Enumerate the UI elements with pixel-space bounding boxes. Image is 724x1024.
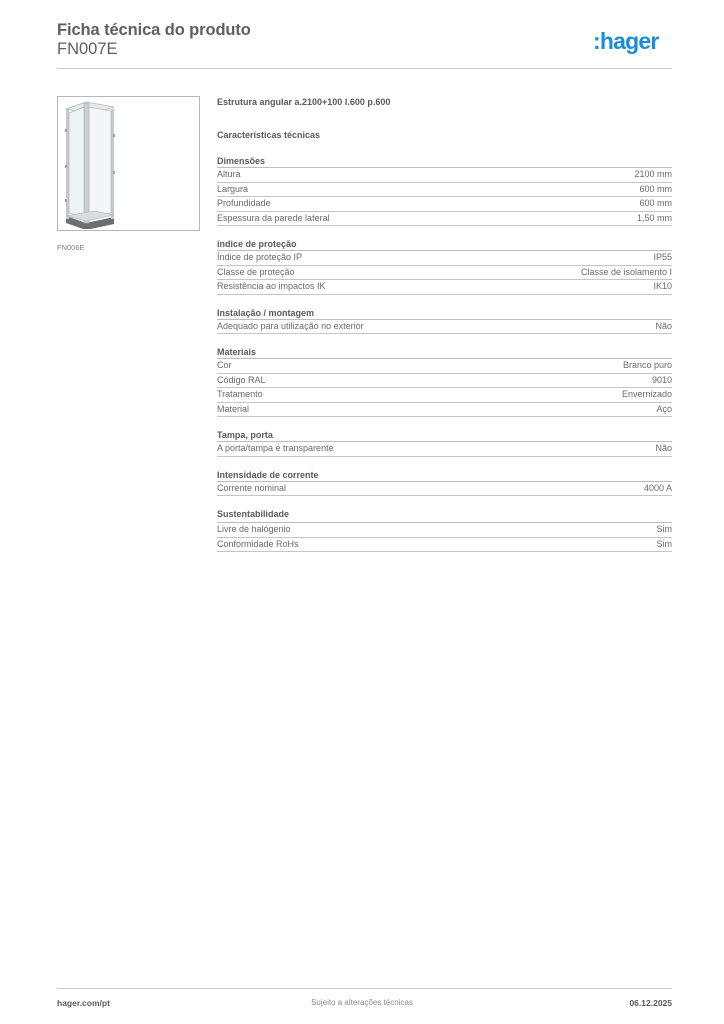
- spec-value: Envernizado: [621, 389, 672, 400]
- footer-divider: [57, 988, 672, 989]
- section-title: Dimensões: [217, 155, 672, 168]
- spec-row: [217, 280, 672, 295]
- spec-value: 600 mm: [639, 183, 672, 194]
- spec-content: [217, 96, 672, 552]
- section-sustainability: [217, 508, 672, 552]
- spec-value: Sim: [656, 538, 672, 549]
- footer-date: 06.12.2025: [629, 998, 672, 1008]
- spec-row: [217, 442, 672, 457]
- spec-value: 2100 mm: [634, 169, 672, 180]
- spec-value: 1,50 mm: [636, 212, 672, 223]
- image-caption: FN006E: [57, 243, 85, 252]
- spec-row: [217, 374, 672, 389]
- spec-label: Corrente nominal: [217, 482, 287, 493]
- spec-label: Material: [217, 403, 250, 414]
- spec-value: 600 mm: [639, 198, 672, 209]
- section-cover-door: [217, 429, 672, 457]
- section-title: índice de proteção: [217, 238, 672, 251]
- header-divider: [57, 68, 672, 69]
- spec-row: [217, 359, 672, 374]
- section-materials: [217, 346, 672, 417]
- spec-row: [217, 482, 672, 497]
- spec-label: Classe de proteção: [217, 266, 295, 277]
- product-name: Estrutura angular a.2100+100 l.600 p.600: [217, 97, 391, 107]
- spec-row: [217, 538, 672, 553]
- spec-value: Aço: [656, 403, 672, 414]
- spec-value: Não: [655, 320, 672, 331]
- spec-label: Adequado para utilização no exterior: [217, 320, 364, 331]
- spec-label: Conformidade RoHs: [217, 538, 299, 549]
- section-current: [217, 469, 672, 497]
- spec-value: Não: [655, 443, 672, 454]
- spec-value: Sim: [656, 524, 672, 535]
- spec-label: Espessura da parede lateral: [217, 212, 330, 223]
- enclosure-frame-icon: [62, 99, 122, 229]
- spec-value: Branco puro: [622, 360, 672, 371]
- section-title: Tampa, porta: [217, 429, 672, 442]
- spec-row: [217, 168, 672, 183]
- footer-website: hager.com/pt: [57, 998, 110, 1008]
- section-title: Materiais: [217, 346, 672, 359]
- spec-label: Tratamento: [217, 389, 263, 400]
- spec-value: 4000 A: [643, 482, 672, 493]
- hager-logo: :hager: [593, 28, 659, 54]
- spec-row: [217, 183, 672, 198]
- section-title: Instalação / montagem: [217, 307, 672, 320]
- spec-value: Classe de isolamento I: [580, 266, 672, 277]
- spec-row: [217, 320, 672, 335]
- spec-label: Cor: [217, 360, 232, 371]
- spec-label: Largura: [217, 183, 249, 194]
- document-title: Ficha técnica do produto: [57, 21, 251, 39]
- product-reference: FN007E: [57, 40, 118, 58]
- spec-value: IP55: [653, 252, 672, 263]
- spec-label: A porta/tampa é transparente: [217, 443, 334, 454]
- section-dimensions: [217, 155, 672, 226]
- spec-label: Livre de halógenio: [217, 524, 291, 535]
- spec-row: [217, 212, 672, 227]
- spec-label: Altura: [217, 169, 241, 180]
- section-installation: [217, 307, 672, 335]
- spec-label: Código RAL: [217, 374, 266, 385]
- tech-characteristics-heading: Características técnicas: [217, 130, 321, 140]
- spec-label: Índice de proteção IP: [217, 252, 303, 263]
- section-title: Sustentabilidade: [217, 508, 672, 523]
- spec-label: Profundidade: [217, 198, 271, 209]
- spec-value: 9010: [651, 374, 672, 385]
- spec-value: IK10: [653, 281, 672, 292]
- footer-notice: Sujeito a alterações técnicas: [311, 998, 413, 1007]
- spec-row: [217, 523, 672, 538]
- section-title: Intensidade de corrente: [217, 469, 672, 482]
- spec-row: [217, 197, 672, 212]
- spec-row: [217, 266, 672, 281]
- spec-row: [217, 251, 672, 266]
- product-image: [57, 96, 200, 231]
- spec-label: Resistência ao impactos IK: [217, 281, 326, 292]
- spec-row: [217, 403, 672, 418]
- spec-row: [217, 388, 672, 403]
- section-protection-index: [217, 238, 672, 295]
